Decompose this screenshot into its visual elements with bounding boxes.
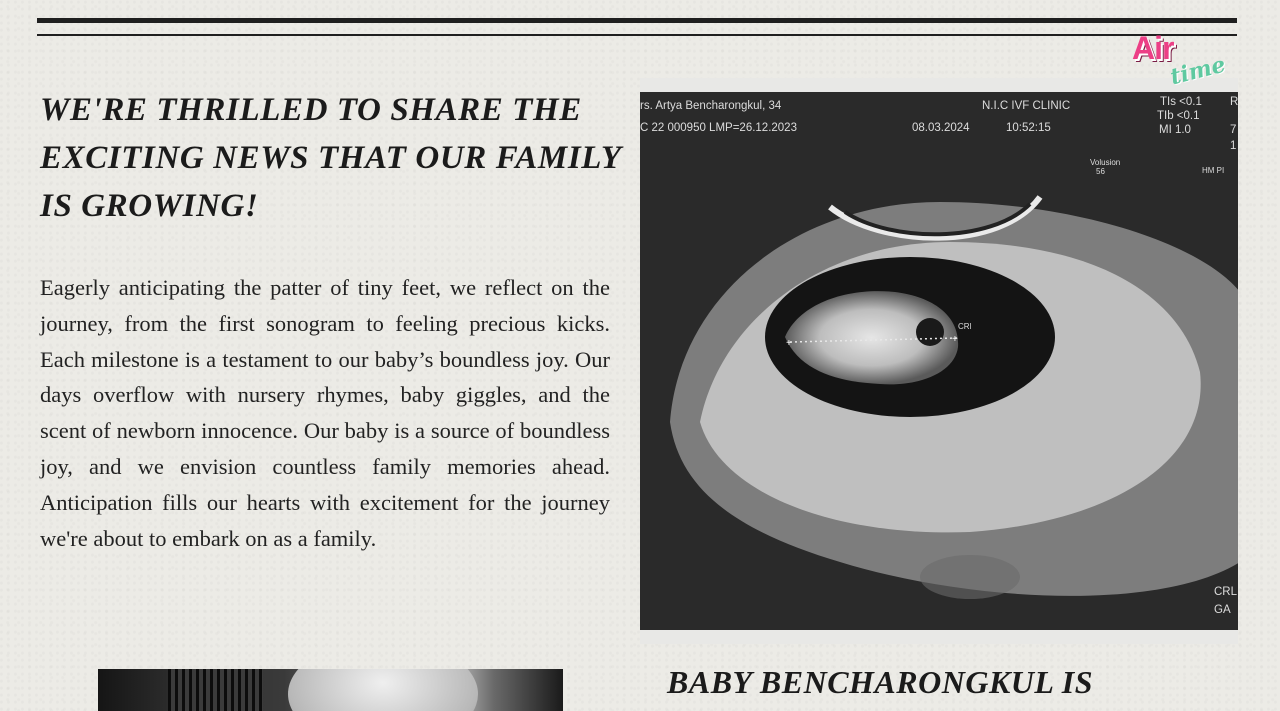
article-body: Eagerly anticipating the patter of tiny feet, we reflect on the journey, from the first sonogram to feeling precious kicks. Each milestone is a testament to our baby’s boundless joy. Our days overflow with nursery rhymes, baby giggles, and the scent of newborn innocence. Our baby is a source of boundless joy, and we envision countless family memories ahead. Anticipation fills our hearts with excitement for the journey we're about to embark on as a family. <box>40 275 610 551</box>
logo-air: Air <box>1132 30 1174 66</box>
mi-value: MI 1.0 <box>1159 124 1191 136</box>
scan-time: 10:52:15 <box>1006 122 1051 134</box>
corner-1: 1 <box>1230 140 1237 152</box>
ultrasound-screen <box>640 92 1238 630</box>
tis-value: TIs <0.1 <box>1160 96 1202 108</box>
window-blinds <box>168 669 263 711</box>
volusion-label: Volusion <box>1090 158 1121 167</box>
scan-date: 08.03.2024 <box>912 122 970 134</box>
airtime-logo <box>1130 30 1229 91</box>
caption-heading: BABY BENCHARONGKUL IS <box>667 664 1093 700</box>
ultrasound-image <box>640 78 1238 644</box>
measure-label: CRl <box>958 322 972 331</box>
clinic-name: N.I.C IVF CLINIC <box>982 100 1071 112</box>
ga-label: GA <box>1214 604 1231 616</box>
corner-7: 7 <box>1230 124 1237 136</box>
patient-id-lmp: C 22 000950 LMP=26.12.2023 <box>640 122 797 134</box>
family-photo <box>98 669 563 711</box>
tib-value: TIb <0.1 <box>1157 110 1200 122</box>
svg-text:+: + <box>786 338 792 349</box>
svg-text:+: + <box>952 334 958 345</box>
corner-r: R <box>1230 96 1238 108</box>
baby-face <box>288 669 478 711</box>
hm-pi: HM PI <box>1202 166 1225 175</box>
patient-name: rs. Artya Bencharongkul, 34 <box>640 100 782 112</box>
ultrasound-scan <box>640 92 1238 630</box>
top-rule-thin <box>37 34 1237 36</box>
headline: WE'RE THRILLED TO SHARE THE EXCITING NEWS THAT OUR FAMILY IS GROWING! <box>40 92 621 224</box>
crl-label: CRL <box>1214 586 1238 598</box>
logo-time: time <box>1167 51 1229 91</box>
volusion-value: 56 <box>1096 167 1105 176</box>
top-rule-thick <box>37 18 1237 23</box>
